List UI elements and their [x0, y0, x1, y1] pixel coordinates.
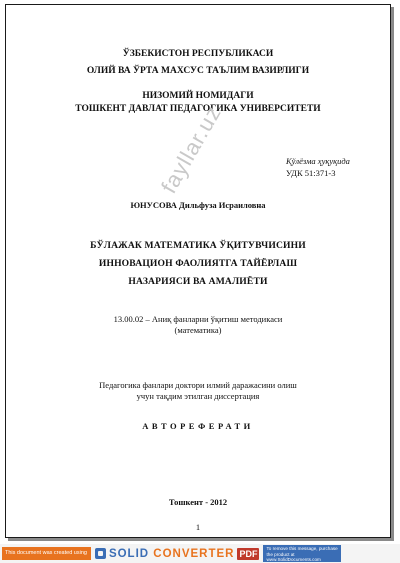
page-number: 1 [195, 522, 201, 532]
brand-word-converter: CONVERTER [153, 547, 235, 560]
city-year: Тошкент - 2012 [168, 497, 228, 507]
brand-pdf-badge: PDF [239, 548, 258, 559]
udk-code: УДК 51:371-3 [286, 168, 336, 178]
purchase-message-link[interactable]: To remove this message, purchase the product at www.SolidDocuments.com [263, 545, 341, 562]
manuscript-rights-note: Қўлёзма ҳуқуқида [286, 156, 350, 166]
site-watermark: fayllar.uz [156, 101, 227, 198]
document-page [5, 4, 391, 538]
ministry-header-line-2: ОЛИЙ ВА ЎРТА МАХСУС ТАЪЛИМ ВАЗИРЛИГИ [86, 66, 310, 76]
solid-converter-logo-icon [95, 548, 106, 559]
converter-banner[interactable] [0, 544, 400, 563]
brand-word-solid: SOLID [108, 547, 150, 560]
institution-line-1: НИЗОМИЙ НОМИДАГИ [142, 91, 254, 101]
dissertation-title-line-1: БЎЛАЖАК МАТЕМАТИКА ЎҚИТУВЧИСИНИ [90, 240, 306, 251]
author-name: ЮНУСОВА Дильфуза Исраиловна [130, 200, 266, 210]
specialty-subject-line: (математика) [174, 325, 222, 335]
dissertation-title-line-3: НАЗАРИЯСИ ВА АМАЛИЁТИ [128, 276, 268, 287]
converter-brand [109, 548, 235, 560]
degree-purpose-line-2: учун тақдим этилган диссертация [136, 391, 260, 401]
institution-line-2: ТОШКЕНТ ДАВЛАТ ПЕДАГОГИКА УНИВЕРСИТЕТИ [75, 104, 321, 114]
specialty-code-line: 13.00.02 – Аниқ фанларни ўқитиш методикаси [113, 314, 283, 324]
dissertation-title-line-2: ИННОВАЦИОН ФАОЛИЯТГА ТАЙЁРЛАШ [98, 258, 298, 269]
degree-purpose-line-1: Педагогика фанлари доктори илмий даражасини олиш [99, 380, 297, 390]
ministry-header-line-1: ЎЗБЕКИСТОН РЕСПУБЛИКАСИ [122, 49, 274, 59]
converter-banner-left-text: This document was created using [2, 547, 91, 560]
document-type-heading: АВТОРЕФЕРАТИ [142, 421, 254, 431]
